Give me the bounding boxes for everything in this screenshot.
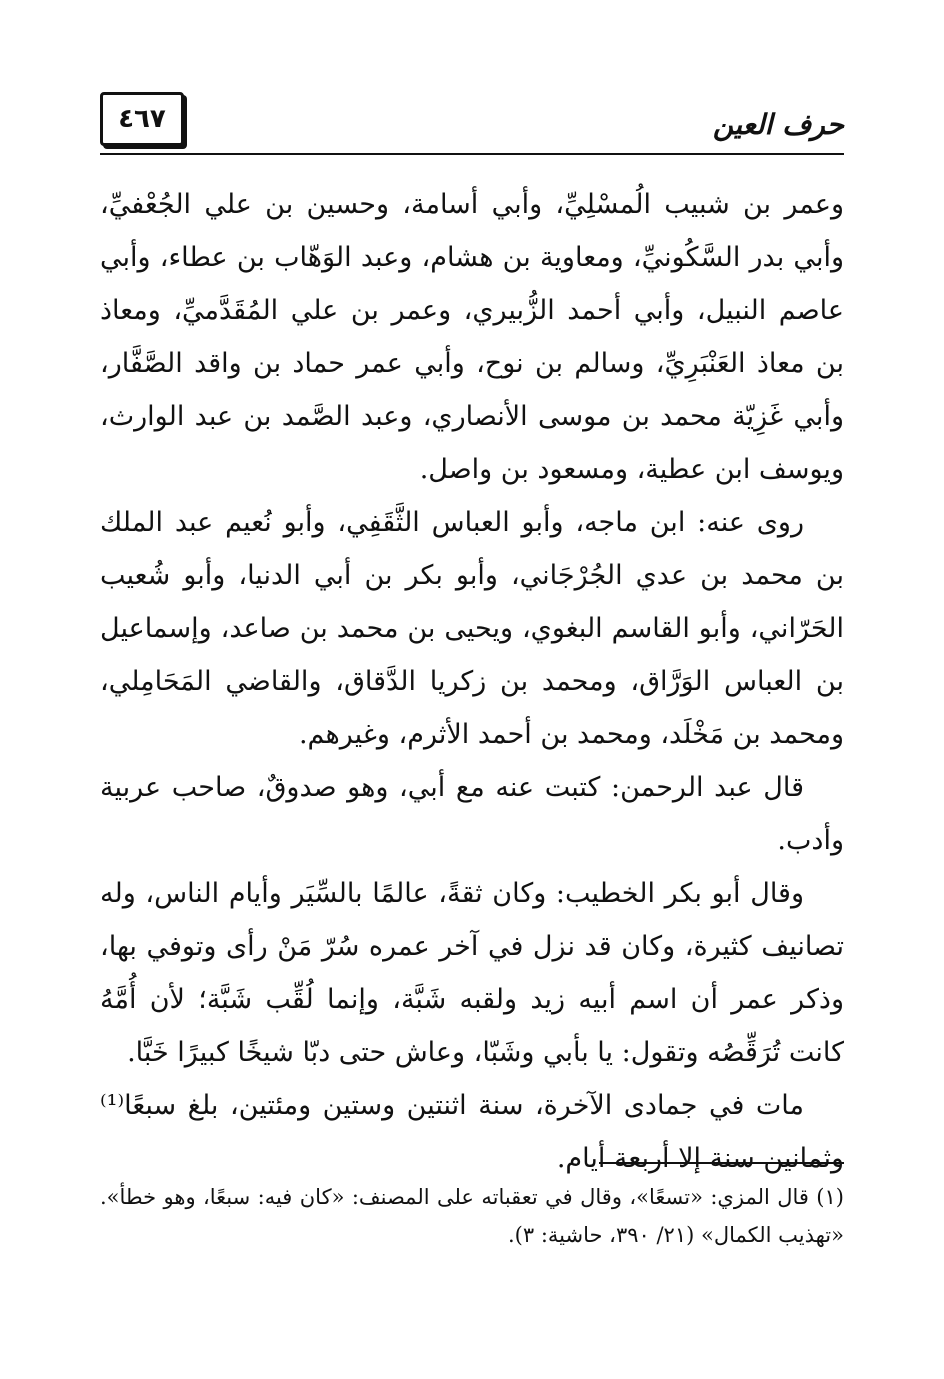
- footnote-divider: [599, 1162, 844, 1164]
- main-text: [100, 178, 844, 1185]
- paragraph-narrators: روى عنه: ابن ماجه، وأبو العباس الثَّقَفِي، وأبو نُعيم عبد الملك بن محمد بن عدي الجُرْجَاني، وأبو بكر بن أبي الدنيا، وأبو شُعيب الحَرّاني، وأبو القاسم البغوي، ويحيى بن محمد بن صاعد، وإسماعيل بن العباس الوَرَّاق، ومحمد بن زكريا الدَّقاق، والقاضي المَحَامِلي، ومحمد بن مَخْلَد، ومحمد بن أحمد الأثرم، وغيرهم.: [100, 507, 844, 750]
- footnote-1: (١) قال المزي: «تسعًا»، وقال في تعقباته على المصنف: «كان فيه: سبعًا، وهو خطأ». «تهذيب الكمال» (٢١/ ٣٩٠، حاشية: ٣).: [100, 1185, 844, 1247]
- running-title: حرف العين: [712, 108, 844, 141]
- paragraph-death: مات في جمادى الآخرة، سنة اثنتين وستين ومئتين، بلغ سبعًا⁽¹⁾ وثمانين سنة إلا أربعة أيام.: [100, 1090, 844, 1174]
- header-divider: [100, 153, 844, 155]
- paragraph-abd-al-rahman: قال عبد الرحمن: كتبت عنه مع أبي، وهو صدوقٌ، صاحب عربية وأدب.: [100, 772, 844, 856]
- paragraph-teachers: وعمر بن شبيب الُمسْلِيِّ، وأبي أسامة، وحسين بن علي الجُعْفيِّ، وأبي بدر السَّكُونيِّ، ومعاوية بن هشام، وعبد الوَهّاب بن عطاء، وأبي عاصم النبيل، وأبي أحمد الزُّبيري، وعمر بن علي المُقَدَّميِّ، ومعاذ بن معاذ العَنْبَرِيِّ، وسالم بن نوح، وأبي عمر حماد بن واقد الصَّفَّار، وأبي غَزِيّة محمد بن موسى الأنصاري، وعبد الصَّمد بن عبد الوارث، ويوسف ابن عطية، ومسعود بن واصل.: [100, 189, 844, 485]
- page-number: ٤٦٧: [100, 92, 184, 146]
- footnotes: [100, 1178, 844, 1254]
- paragraph-al-khatib: وقال أبو بكر الخطيب: وكان ثقةً، عالمًا بالسِّيَر وأيام الناس، وله تصانيف كثيرة، وكان قد نزل في آخر عمره سُرّ مَنْ رأى وتوفي بها، وذكر عمر أن اسم أبيه زيد ولقبه شَبَّة، وإنما لُقِّب شَبَّة؛ لأن أُمَّهُ كانت تُرَقِّصُه وتقول: يا بأبي وشَبّا، وعاش حتى دبّا شيخًا كبيرًا خَبَّا.: [100, 878, 844, 1068]
- page-header: [100, 92, 844, 154]
